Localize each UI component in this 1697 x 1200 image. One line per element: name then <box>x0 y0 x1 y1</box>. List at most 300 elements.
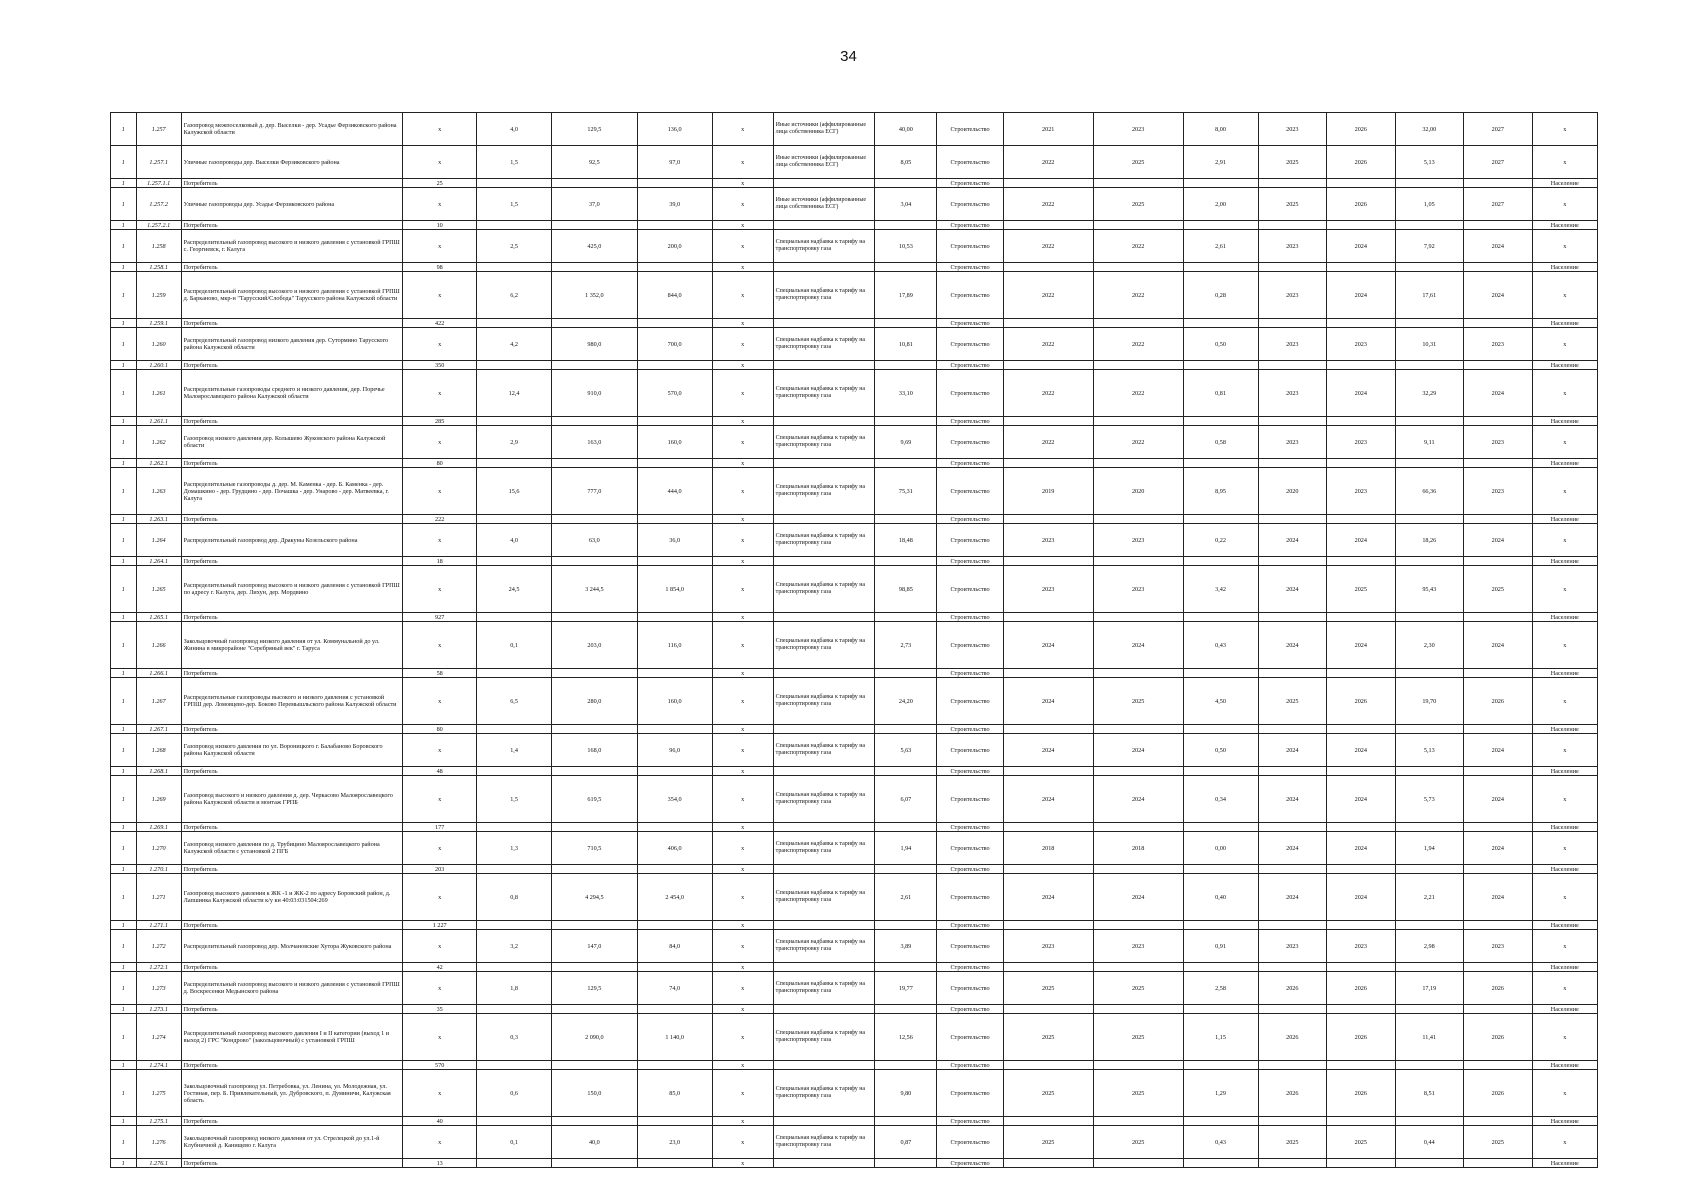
object-name: Закольцовочный газопровод низкого давления от ул. Стрелецкой до ул.1-й Клубничной д. Канищево г. Калуга <box>181 1126 403 1159</box>
consumers-count: х <box>403 678 477 725</box>
pipeline-length: 24,5 <box>477 566 552 613</box>
construction-cost: 8,51 <box>1395 1070 1464 1117</box>
construction-end-year <box>1327 417 1396 426</box>
total-cost: 9,69 <box>875 426 937 459</box>
design-cost <box>1183 613 1258 622</box>
object-name: Газопровод высокого и низкого давления д. дер. Черкасово Малоярославецкого района Калужской области и монтаж ГРПБ <box>181 776 403 823</box>
work-type: Строительство <box>937 272 1003 319</box>
object-code: 1.276.1 <box>136 1159 181 1168</box>
consumers-count: 222 <box>403 515 477 524</box>
object-row <box>111 188 1598 221</box>
commissioning-year: 2024 <box>1464 622 1533 669</box>
financing-source <box>773 319 875 328</box>
construction-cost: 2,30 <box>1395 622 1464 669</box>
construction-start-year <box>1258 1005 1327 1014</box>
construction-start-year <box>1258 725 1327 734</box>
capacity-2 <box>637 361 712 370</box>
mark-x: х <box>712 263 773 272</box>
construction-start-year: 2024 <box>1258 524 1327 557</box>
pipeline-length: 1,3 <box>477 832 552 865</box>
pipeline-length: 12,4 <box>477 370 552 417</box>
construction-start-year <box>1258 179 1327 188</box>
object-row <box>111 230 1598 263</box>
consumer-category: Население <box>1532 669 1597 678</box>
construction-end-year: 2024 <box>1327 272 1396 319</box>
financing-source: Специальная надбавка к тарифу на транспортировку газа <box>773 678 875 725</box>
construction-cost: 17,19 <box>1395 972 1464 1005</box>
construction-end-year <box>1327 1005 1396 1014</box>
construction-start-year: 2025 <box>1258 1126 1327 1159</box>
consumer-category: х <box>1532 230 1597 263</box>
row-number: 1 <box>111 319 137 328</box>
commissioning-year <box>1464 921 1533 930</box>
object-name: Газопровод межпоселковый д. дер. Выселки - дер. Усадье Ферзиковского района Калужской области <box>181 113 403 146</box>
design-end-year <box>1093 417 1183 426</box>
commissioning-year <box>1464 179 1533 188</box>
consumers-count: 285 <box>403 417 477 426</box>
financing-source <box>773 1061 875 1070</box>
design-start-year <box>1003 921 1093 930</box>
consumer-category: Население <box>1532 417 1597 426</box>
commissioning-year <box>1464 1159 1533 1168</box>
consumer-row <box>111 221 1598 230</box>
object-name: Газопровод низкого давления по д. Трубицино Малоярославецкого района Калужской области с установкой 2 ПГБ <box>181 832 403 865</box>
design-cost <box>1183 417 1258 426</box>
construction-end-year: 2024 <box>1327 622 1396 669</box>
object-code: 1.262.1 <box>136 459 181 468</box>
capacity-1: 910,0 <box>552 370 638 417</box>
consumer-category: х <box>1532 370 1597 417</box>
pipeline-length <box>477 1005 552 1014</box>
row-number: 1 <box>111 459 137 468</box>
capacity-2: 844,0 <box>637 272 712 319</box>
consumer-row <box>111 725 1598 734</box>
construction-start-year <box>1258 1061 1327 1070</box>
construction-cost <box>1395 963 1464 972</box>
object-name: Потребитель <box>181 613 403 622</box>
design-end-year <box>1093 179 1183 188</box>
construction-end-year <box>1327 823 1396 832</box>
work-type: Строительство <box>937 566 1003 613</box>
consumers-count: х <box>403 1070 477 1117</box>
total-cost <box>875 669 937 678</box>
consumers-count: 80 <box>403 725 477 734</box>
design-cost <box>1183 319 1258 328</box>
financing-source: Специальная надбавка к тарифу на транспортировку газа <box>773 1014 875 1061</box>
capacity-1 <box>552 613 638 622</box>
object-name: Потребитель <box>181 669 403 678</box>
design-end-year: 2025 <box>1093 1126 1183 1159</box>
object-name: Распределительный газопровод низкого давления дер. Сутормино Тарусского района Калужской области <box>181 328 403 361</box>
financing-source: Специальная надбавка к тарифу на транспортировку газа <box>773 874 875 921</box>
mark-x: х <box>712 874 773 921</box>
row-number: 1 <box>111 678 137 725</box>
consumer-category: Население <box>1532 725 1597 734</box>
row-number: 1 <box>111 188 137 221</box>
construction-end-year: 2026 <box>1327 1014 1396 1061</box>
object-name: Потребитель <box>181 557 403 566</box>
mark-x: х <box>712 230 773 263</box>
consumer-category: х <box>1532 468 1597 515</box>
consumer-row <box>111 1005 1598 1014</box>
financing-source: Специальная надбавка к тарифу на транспортировку газа <box>773 524 875 557</box>
financing-source: Иные источники (аффилированные лица собственника ЕСГ) <box>773 113 875 146</box>
pipeline-length <box>477 669 552 678</box>
mark-x: х <box>712 1117 773 1126</box>
design-start-year: 2024 <box>1003 776 1093 823</box>
object-code: 1.265.1 <box>136 613 181 622</box>
capacity-2 <box>637 963 712 972</box>
capacity-1: 40,0 <box>552 1126 638 1159</box>
design-end-year <box>1093 963 1183 972</box>
construction-end-year: 2023 <box>1327 328 1396 361</box>
object-code: 1.273.1 <box>136 1005 181 1014</box>
object-name: Потребитель <box>181 963 403 972</box>
consumer-row <box>111 459 1598 468</box>
mark-x: х <box>712 1061 773 1070</box>
consumer-row <box>111 1117 1598 1126</box>
row-number: 1 <box>111 221 137 230</box>
capacity-2 <box>637 1061 712 1070</box>
object-name: Потребитель <box>181 319 403 328</box>
capacity-2 <box>637 1005 712 1014</box>
consumer-category: х <box>1532 874 1597 921</box>
capacity-1 <box>552 557 638 566</box>
commissioning-year <box>1464 515 1533 524</box>
object-code: 1.257.1 <box>136 146 181 179</box>
financing-source <box>773 557 875 566</box>
total-cost: 19,77 <box>875 972 937 1005</box>
total-cost: 75,31 <box>875 468 937 515</box>
design-start-year: 2024 <box>1003 622 1093 669</box>
consumers-count: 1 227 <box>403 921 477 930</box>
object-code: 1.265 <box>136 566 181 613</box>
construction-start-year <box>1258 417 1327 426</box>
capacity-2 <box>637 823 712 832</box>
pipeline-length <box>477 823 552 832</box>
object-row <box>111 566 1598 613</box>
design-end-year: 2024 <box>1093 776 1183 823</box>
object-name: Уличные газопроводы дер. Выселки Ферзиковского района <box>181 146 403 179</box>
mark-x: х <box>712 146 773 179</box>
pipeline-length <box>477 221 552 230</box>
pipeline-length <box>477 1117 552 1126</box>
consumer-category: Население <box>1532 1117 1597 1126</box>
design-start-year <box>1003 515 1093 524</box>
financing-source: Специальная надбавка к тарифу на транспортировку газа <box>773 370 875 417</box>
design-cost: 2,61 <box>1183 230 1258 263</box>
design-start-year: 2022 <box>1003 370 1093 417</box>
design-cost <box>1183 725 1258 734</box>
capacity-1 <box>552 361 638 370</box>
object-row <box>111 1070 1598 1117</box>
row-number: 1 <box>111 1126 137 1159</box>
design-end-year <box>1093 221 1183 230</box>
design-cost: 0,40 <box>1183 874 1258 921</box>
construction-cost: 5,73 <box>1395 776 1464 823</box>
design-end-year <box>1093 459 1183 468</box>
consumers-count: 350 <box>403 361 477 370</box>
consumer-row <box>111 179 1598 188</box>
total-cost <box>875 1159 937 1168</box>
design-end-year <box>1093 1159 1183 1168</box>
capacity-1: 4 294,5 <box>552 874 638 921</box>
object-code: 1.271 <box>136 874 181 921</box>
design-start-year <box>1003 221 1093 230</box>
consumers-count: х <box>403 734 477 767</box>
design-cost: 8,95 <box>1183 468 1258 515</box>
consumers-count: 40 <box>403 1117 477 1126</box>
design-start-year <box>1003 459 1093 468</box>
commissioning-year: 2025 <box>1464 566 1533 613</box>
commissioning-year: 2024 <box>1464 524 1533 557</box>
pipeline-length: 1,5 <box>477 188 552 221</box>
construction-start-year <box>1258 361 1327 370</box>
commissioning-year: 2023 <box>1464 468 1533 515</box>
capacity-2: 570,0 <box>637 370 712 417</box>
design-cost: 0,28 <box>1183 272 1258 319</box>
object-name: Потребитель <box>181 1159 403 1168</box>
design-end-year <box>1093 557 1183 566</box>
design-end-year <box>1093 921 1183 930</box>
financing-source <box>773 963 875 972</box>
object-row <box>111 524 1598 557</box>
commissioning-year <box>1464 459 1533 468</box>
consumers-count: 35 <box>403 1005 477 1014</box>
commissioning-year <box>1464 669 1533 678</box>
construction-start-year: 2023 <box>1258 113 1327 146</box>
construction-cost <box>1395 361 1464 370</box>
row-number: 1 <box>111 263 137 272</box>
capacity-2: 84,0 <box>637 930 712 963</box>
work-type: Строительство <box>937 963 1003 972</box>
capacity-2: 1 140,0 <box>637 1014 712 1061</box>
capacity-2: 160,0 <box>637 678 712 725</box>
design-cost: 0,91 <box>1183 930 1258 963</box>
work-type: Строительство <box>937 734 1003 767</box>
capacity-2: 85,0 <box>637 1070 712 1117</box>
design-cost <box>1183 1061 1258 1070</box>
capacity-2: 74,0 <box>637 972 712 1005</box>
design-end-year <box>1093 823 1183 832</box>
consumers-count: х <box>403 188 477 221</box>
capacity-2: 136,0 <box>637 113 712 146</box>
pipeline-length: 6,2 <box>477 272 552 319</box>
mark-x: х <box>712 113 773 146</box>
consumer-row <box>111 669 1598 678</box>
construction-cost: 1,94 <box>1395 832 1464 865</box>
object-name: Потребитель <box>181 459 403 468</box>
construction-start-year <box>1258 865 1327 874</box>
object-code: 1.257.1.1 <box>136 179 181 188</box>
object-name: Потребитель <box>181 1061 403 1070</box>
work-type: Строительство <box>937 622 1003 669</box>
object-row <box>111 113 1598 146</box>
design-end-year: 2022 <box>1093 370 1183 417</box>
consumer-category: х <box>1532 188 1597 221</box>
capacity-1: 129,5 <box>552 113 638 146</box>
object-name: Потребитель <box>181 221 403 230</box>
mark-x: х <box>712 272 773 319</box>
design-cost <box>1183 921 1258 930</box>
row-number: 1 <box>111 524 137 557</box>
total-cost: 3,04 <box>875 188 937 221</box>
consumer-category: Население <box>1532 319 1597 328</box>
construction-start-year: 2026 <box>1258 972 1327 1005</box>
consumer-category: Население <box>1532 823 1597 832</box>
capacity-1: 150,0 <box>552 1070 638 1117</box>
construction-start-year: 2023 <box>1258 930 1327 963</box>
object-name: Потребитель <box>181 767 403 776</box>
construction-end-year <box>1327 613 1396 622</box>
capacity-1 <box>552 669 638 678</box>
financing-source: Специальная надбавка к тарифу на транспортировку газа <box>773 328 875 361</box>
financing-source <box>773 725 875 734</box>
object-code: 1.264 <box>136 524 181 557</box>
object-code: 1.270.1 <box>136 865 181 874</box>
consumer-row <box>111 767 1598 776</box>
pipeline-length <box>477 319 552 328</box>
consumer-category: Население <box>1532 613 1597 622</box>
row-number: 1 <box>111 328 137 361</box>
consumers-count: х <box>403 972 477 1005</box>
mark-x: х <box>712 669 773 678</box>
total-cost <box>875 725 937 734</box>
object-code: 1.272.1 <box>136 963 181 972</box>
mark-x: х <box>712 734 773 767</box>
construction-end-year <box>1327 963 1396 972</box>
commissioning-year <box>1464 1061 1533 1070</box>
work-type: Строительство <box>937 776 1003 823</box>
consumer-row <box>111 613 1598 622</box>
construction-cost <box>1395 1117 1464 1126</box>
consumer-category: Население <box>1532 459 1597 468</box>
capacity-1 <box>552 221 638 230</box>
row-number: 1 <box>111 963 137 972</box>
construction-end-year: 2026 <box>1327 972 1396 1005</box>
consumers-count: 570 <box>403 1061 477 1070</box>
consumers-count: 58 <box>403 669 477 678</box>
work-type: Строительство <box>937 1117 1003 1126</box>
consumer-category: Население <box>1532 557 1597 566</box>
construction-cost: 66,36 <box>1395 468 1464 515</box>
design-start-year <box>1003 417 1093 426</box>
row-number: 1 <box>111 832 137 865</box>
object-code: 1.271.1 <box>136 921 181 930</box>
construction-end-year <box>1327 221 1396 230</box>
financing-source <box>773 417 875 426</box>
construction-end-year <box>1327 921 1396 930</box>
capacity-1: 3 244,5 <box>552 566 638 613</box>
row-number: 1 <box>111 1070 137 1117</box>
object-code: 1.274 <box>136 1014 181 1061</box>
construction-start-year <box>1258 823 1327 832</box>
consumers-count: 98 <box>403 263 477 272</box>
design-start-year: 2024 <box>1003 678 1093 725</box>
consumers-count: 927 <box>403 613 477 622</box>
design-end-year: 2022 <box>1093 328 1183 361</box>
row-number: 1 <box>111 230 137 263</box>
total-cost: 2,73 <box>875 622 937 669</box>
construction-cost: 5,13 <box>1395 146 1464 179</box>
object-code: 1.266 <box>136 622 181 669</box>
consumer-category: х <box>1532 622 1597 669</box>
consumers-count: 422 <box>403 319 477 328</box>
mark-x: х <box>712 832 773 865</box>
object-row <box>111 328 1598 361</box>
consumer-category: х <box>1532 678 1597 725</box>
pipeline-length: 4,0 <box>477 524 552 557</box>
row-number: 1 <box>111 823 137 832</box>
total-cost: 17,89 <box>875 272 937 319</box>
capacity-2: 23,0 <box>637 1126 712 1159</box>
construction-end-year <box>1327 459 1396 468</box>
object-row <box>111 272 1598 319</box>
financing-source <box>773 921 875 930</box>
construction-end-year: 2026 <box>1327 146 1396 179</box>
commissioning-year: 2026 <box>1464 972 1533 1005</box>
work-type: Строительство <box>937 725 1003 734</box>
total-cost: 18,48 <box>875 524 937 557</box>
design-start-year: 2025 <box>1003 1126 1093 1159</box>
commissioning-year <box>1464 1117 1533 1126</box>
design-end-year: 2022 <box>1093 272 1183 319</box>
construction-cost <box>1395 767 1464 776</box>
consumer-category: х <box>1532 113 1597 146</box>
construction-end-year <box>1327 767 1396 776</box>
construction-end-year: 2025 <box>1327 1126 1396 1159</box>
mark-x: х <box>712 361 773 370</box>
pipeline-length: 0,1 <box>477 1126 552 1159</box>
object-name: Распределительный газопровод дер. Молчановские Хутора Жуковского района <box>181 930 403 963</box>
mark-x: х <box>712 370 773 417</box>
consumers-count: 203 <box>403 865 477 874</box>
row-number: 1 <box>111 1061 137 1070</box>
commissioning-year: 2024 <box>1464 370 1533 417</box>
capacity-1: 980,0 <box>552 328 638 361</box>
design-start-year: 2022 <box>1003 188 1093 221</box>
financing-source <box>773 767 875 776</box>
consumer-category: Население <box>1532 361 1597 370</box>
object-code: 1.257.2.1 <box>136 221 181 230</box>
object-code: 1.269.1 <box>136 823 181 832</box>
construction-end-year <box>1327 179 1396 188</box>
design-end-year: 2022 <box>1093 426 1183 459</box>
consumer-category: Население <box>1532 963 1597 972</box>
design-start-year <box>1003 669 1093 678</box>
capacity-1 <box>552 1159 638 1168</box>
mark-x: х <box>712 1126 773 1159</box>
design-start-year <box>1003 1005 1093 1014</box>
design-start-year <box>1003 361 1093 370</box>
work-type: Строительство <box>937 767 1003 776</box>
construction-cost <box>1395 1005 1464 1014</box>
consumer-row <box>111 823 1598 832</box>
mark-x: х <box>712 468 773 515</box>
row-number: 1 <box>111 272 137 319</box>
capacity-2 <box>637 767 712 776</box>
design-start-year: 2022 <box>1003 426 1093 459</box>
mark-x: х <box>712 865 773 874</box>
construction-cost <box>1395 1061 1464 1070</box>
total-cost <box>875 515 937 524</box>
capacity-1: 163,0 <box>552 426 638 459</box>
consumer-row <box>111 319 1598 328</box>
capacity-1 <box>552 725 638 734</box>
construction-cost <box>1395 1159 1464 1168</box>
construction-start-year <box>1258 557 1327 566</box>
construction-end-year: 2024 <box>1327 230 1396 263</box>
